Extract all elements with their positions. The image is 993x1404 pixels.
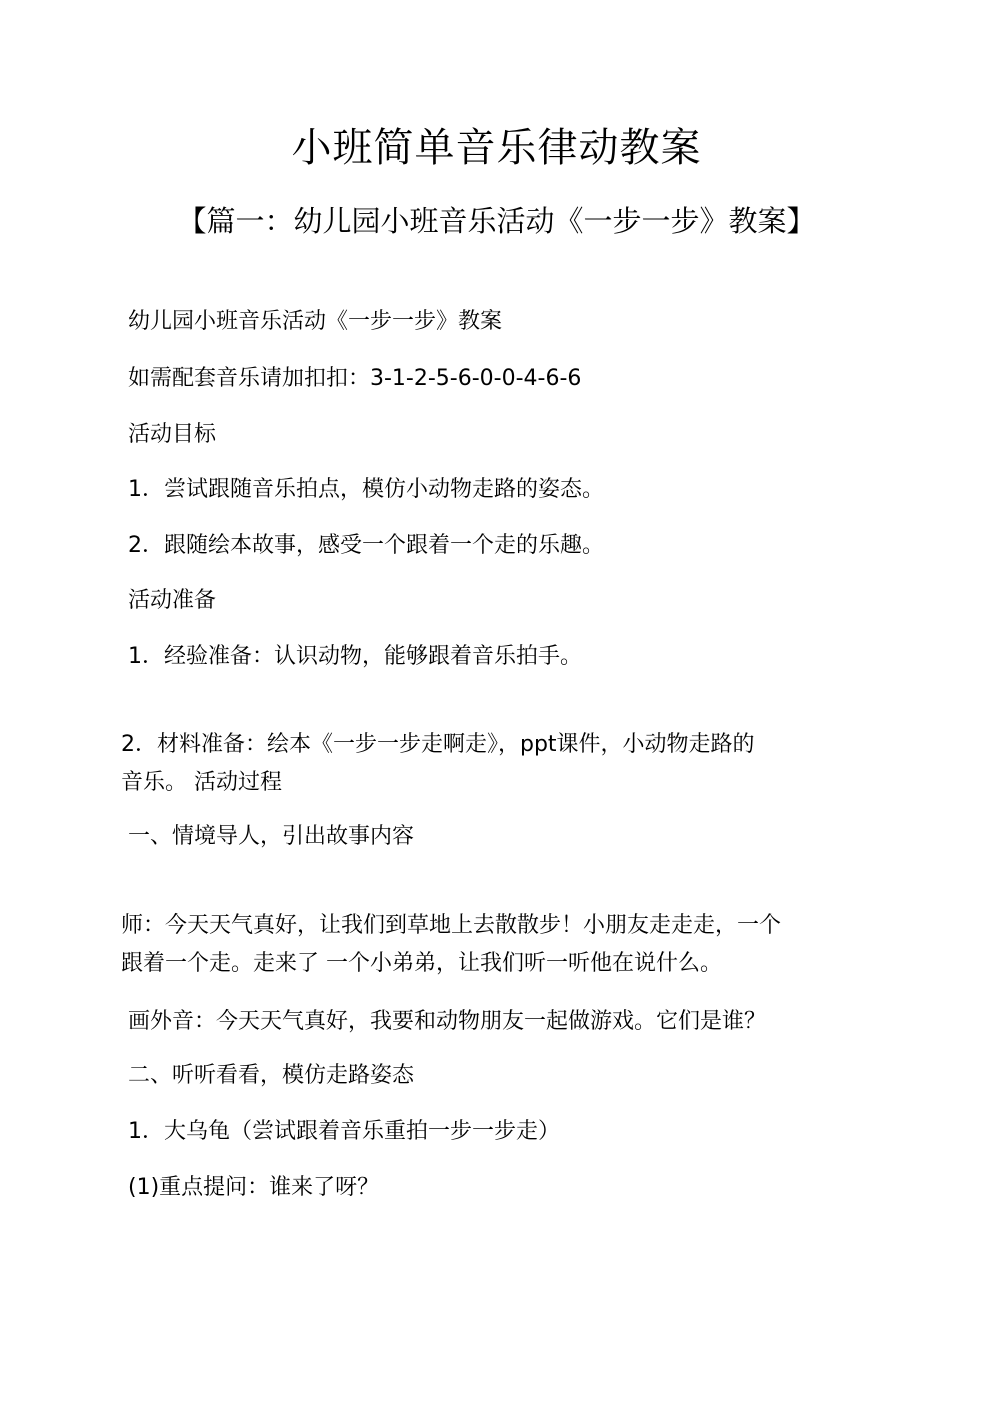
heading-preparation: 活动准备 [128,588,217,613]
prep-item-2-line-1: 2．材料准备：绘本《一步一步走啊走》，ppt课件，小动物走路的 [121,732,755,757]
question-item-1: (1)重点提问：谁来了呀？ [128,1175,380,1200]
prep-item-2-line-2: 音乐。 活动过程 [121,770,282,795]
teacher-dialogue [121,907,881,983]
goal-item-1: 1．尝试跟随音乐拍点，模仿小动物走路的姿态。 [128,477,604,502]
voiceover-line: 画外音：今天天气真好，我要和动物朋友一起做游戏。它们是谁？ [128,1009,767,1034]
goal-item-2: 2．跟随绘本故事，感受一个跟着一个走的乐趣。 [128,533,604,558]
heading-goals: 活动目标 [128,422,217,447]
lesson-name: 幼儿园小班音乐活动《一步一步》教案 [128,309,503,334]
teacher-dialogue-line-1: 师：今天天气真好，让我们到草地上去散散步！小朋友走走走，一个 [121,913,782,938]
prep-item-2 [121,726,881,802]
document-subtitle: 【篇一：幼儿园小班音乐活动《一步一步》教案】 [177,204,816,238]
teacher-dialogue-line-2: 跟着一个走。走来了 一个小弟弟，让我们听一听他在说什么。 [121,951,722,976]
step-item-1: 1．大乌龟（尝试跟着音乐重拍一步一步走） [128,1119,560,1144]
section-heading-2: 二、听听看看，模仿走路姿态 [128,1063,415,1088]
document-title: 小班简单音乐律动教案 [291,125,702,171]
prep-item-1: 1．经验准备：认识动物，能够跟着音乐拍手。 [128,644,582,669]
section-heading-1: 一、情境导人，引出故事内容 [128,824,415,849]
contact-line: 如需配套音乐请加扣扣：3-1-2-5-6-0-0-4-6-6 [128,366,582,391]
